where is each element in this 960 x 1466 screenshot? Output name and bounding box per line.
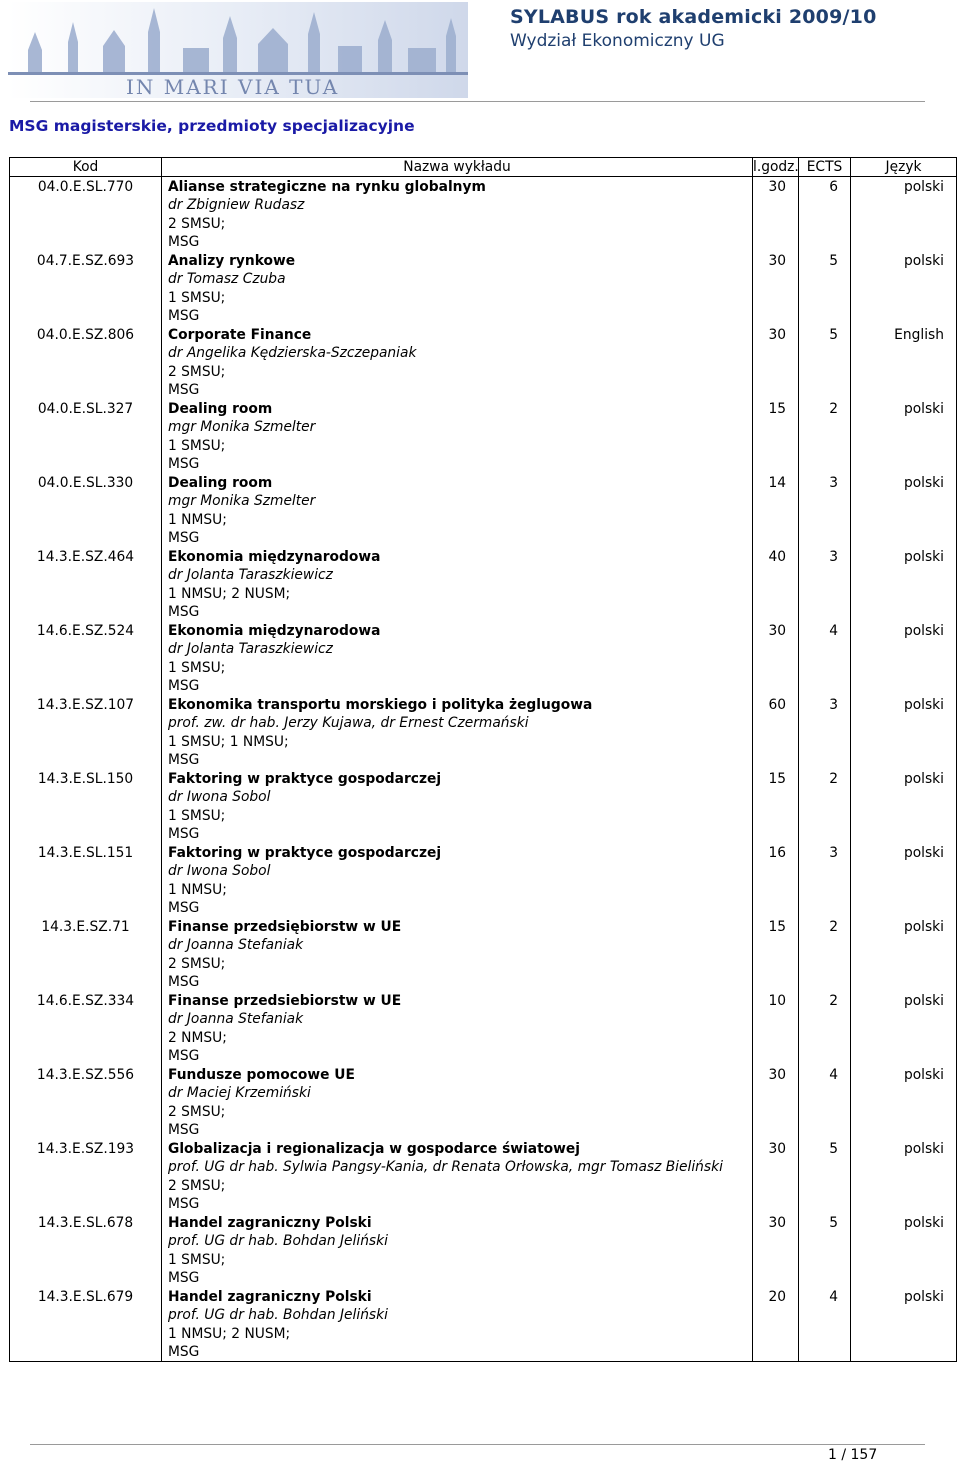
course-ects: 3 [799,547,851,621]
course-hours: 30 [753,621,799,695]
course-code: 04.0.E.SL.327 [10,399,162,473]
course-name: Handel zagraniczny Polski [168,1215,372,1231]
course-code: 04.7.E.SZ.693 [10,251,162,325]
course-lecturer: dr Iwona Sobol [168,789,271,806]
course-language: polski [851,843,957,917]
course-lecturer: dr Joanna Stefaniak [168,1011,304,1028]
course-lecturer: prof. UG dr hab. Bohdan Jeliński [168,1307,388,1324]
course-ects: 5 [799,325,851,399]
table-row [10,769,957,843]
course-semesters: 1 SMSU; [168,659,226,676]
course-lecturer: dr Zbigniew Rudasz [168,197,305,214]
course-lecturer: prof. UG dr hab. Bohdan Jeliński [168,1233,388,1250]
course-name: Ekonomia międzynarodowa [168,549,381,565]
course-hours: 15 [753,769,799,843]
course-cell [162,1065,753,1139]
course-program: MSG [168,825,200,842]
course-code: 14.3.E.SZ.464 [10,547,162,621]
course-language: polski [851,177,957,252]
course-name: Dealing room [168,475,273,491]
header-title: SYLABUS rok akademicki 2009/10 [510,6,877,28]
table-row [10,473,957,547]
course-language: polski [851,917,957,991]
course-name: Globalizacja i regionalizacja w gospodarce światowej [168,1141,580,1157]
course-lecturer: prof. zw. dr hab. Jerzy Kujawa, dr Ernest Czermański [168,715,529,732]
course-code: 14.3.E.SL.150 [10,769,162,843]
course-lecturer: dr Angelika Kędzierska-Szczepaniak [168,345,417,362]
course-ects: 3 [799,473,851,547]
course-semesters: 1 NMSU; [168,511,227,528]
course-cell [162,695,753,769]
course-language: polski [851,1065,957,1139]
table-row [10,1139,957,1213]
table-row [10,695,957,769]
course-semesters: 2 NMSU; [168,1029,227,1046]
course-language: polski [851,1139,957,1213]
course-name: Ekonomika transportu morskiego i polityka żeglugowa [168,697,593,713]
table-row [10,991,957,1065]
course-code: 04.0.E.SL.330 [10,473,162,547]
course-semesters: 1 NMSU; [168,881,227,898]
course-semesters: 2 SMSU; [168,1103,226,1120]
column-header-nazwa: Nazwa wykładu [162,158,753,177]
course-code: 04.0.E.SZ.806 [10,325,162,399]
course-ects: 5 [799,251,851,325]
course-cell [162,621,753,695]
column-header-godz: l.godz. [753,159,799,175]
course-program: MSG [168,1047,200,1064]
course-code: 14.3.E.SL.679 [10,1287,162,1362]
course-name: Faktoring w praktyce gospodarczej [168,771,442,787]
course-lecturer: dr Iwona Sobol [168,863,271,880]
course-language: polski [851,991,957,1065]
course-cell [162,917,753,991]
course-ects: 3 [799,843,851,917]
course-hours: 15 [753,917,799,991]
course-hours: 30 [753,1213,799,1287]
course-code: 14.6.E.SZ.334 [10,991,162,1065]
section-title: MSG magisterskie, przedmioty specjalizacyjne [9,117,415,135]
course-code: 14.3.E.SL.151 [10,843,162,917]
course-language: polski [851,695,957,769]
course-lecturer: mgr Monika Szmelter [168,493,316,510]
course-program: MSG [168,751,200,768]
course-program: MSG [168,899,200,916]
course-cell [162,769,753,843]
course-hours: 30 [753,325,799,399]
course-lecturer: mgr Monika Szmelter [168,419,316,436]
course-language: polski [851,769,957,843]
footer-divider [30,1444,925,1445]
course-hours: 30 [753,177,799,252]
university-skyline-logo [8,2,468,98]
course-semesters: 1 SMSU; [168,437,226,454]
course-lecturer: dr Maciej Krzemiński [168,1085,311,1102]
course-cell [162,177,753,252]
course-semesters: 2 SMSU; [168,955,226,972]
course-code: 14.3.E.SZ.107 [10,695,162,769]
course-program: MSG [168,1121,200,1138]
course-ects: 3 [799,695,851,769]
table-row [10,251,957,325]
course-code: 14.3.E.SZ.556 [10,1065,162,1139]
course-ects: 4 [799,1065,851,1139]
table-row [10,325,957,399]
course-semesters: 1 NMSU; 2 NUSM; [168,1325,291,1342]
course-cell [162,1287,753,1362]
course-program: MSG [168,307,200,324]
page-header [0,0,960,102]
course-hours: 16 [753,843,799,917]
course-semesters: 2 SMSU; [168,363,226,380]
course-program: MSG [168,973,200,990]
course-language: polski [851,251,957,325]
course-cell [162,399,753,473]
course-program: MSG [168,603,200,620]
course-name: Fundusze pomocowe UE [168,1067,355,1083]
course-hours: 30 [753,251,799,325]
course-hours: 30 [753,1139,799,1213]
course-ects: 2 [799,917,851,991]
course-name: Handel zagraniczny Polski [168,1289,372,1305]
course-program: MSG [168,1195,200,1212]
table-row [10,547,957,621]
course-program: MSG [168,381,200,398]
logo-motto: IN MARI VIA TUA [126,75,340,98]
table-row [10,177,957,252]
course-lecturer: dr Jolanta Taraszkiewicz [168,567,333,584]
course-hours: 40 [753,547,799,621]
course-language: polski [851,621,957,695]
table-row [10,1065,957,1139]
column-header-jezyk: Język [851,158,957,177]
course-hours: 60 [753,695,799,769]
course-name: Faktoring w praktyce gospodarczej [168,845,442,861]
course-semesters: 2 SMSU; [168,215,226,232]
course-hours: 30 [753,1065,799,1139]
course-cell [162,843,753,917]
course-name: Corporate Finance [168,327,312,343]
table-body [10,177,957,1362]
course-hours: 20 [753,1287,799,1362]
course-language: polski [851,399,957,473]
table-row [10,1213,957,1287]
course-ects: 4 [799,621,851,695]
course-cell [162,473,753,547]
course-code: 14.3.E.SZ.71 [10,917,162,991]
header-divider [30,101,925,102]
course-lecturer: dr Joanna Stefaniak [168,937,304,954]
course-language: polski [851,1287,957,1362]
course-language: English [851,325,957,399]
course-lecturer: prof. UG dr hab. Sylwia Pangsy-Kania, dr Renata Orłowska, mgr Tomasz Bieliński [168,1159,723,1176]
course-program: MSG [168,677,200,694]
course-cell [162,991,753,1065]
course-name: Finanse przedsiębiorstw w UE [168,919,402,935]
course-code: 14.3.E.SZ.193 [10,1139,162,1213]
courses-table [9,157,957,1362]
course-hours: 14 [753,473,799,547]
table-row [10,917,957,991]
course-ects: 5 [799,1139,851,1213]
course-language: polski [851,547,957,621]
column-header-ects: ECTS [799,158,851,177]
course-ects: 2 [799,769,851,843]
course-cell [162,251,753,325]
course-program: MSG [168,1343,200,1360]
table-header-row [10,158,957,177]
course-ects: 5 [799,1213,851,1287]
course-lecturer: dr Jolanta Taraszkiewicz [168,641,333,658]
table-row [10,843,957,917]
course-language: polski [851,473,957,547]
course-code: 14.6.E.SZ.524 [10,621,162,695]
header-subtitle: Wydział Ekonomiczny UG [510,31,725,51]
page-number: 1 / 157 [828,1447,878,1463]
course-program: MSG [168,455,200,472]
table-row [10,1287,957,1362]
course-name: Analizy rynkowe [168,253,296,269]
table-row [10,399,957,473]
table-row [10,621,957,695]
course-program: MSG [168,233,200,250]
course-semesters: 2 SMSU; [168,1177,226,1194]
course-cell [162,325,753,399]
course-semesters: 1 SMSU; [168,807,226,824]
course-semesters: 1 SMSU; [168,289,226,306]
course-name: Ekonomia międzynarodowa [168,623,381,639]
course-hours: 10 [753,991,799,1065]
course-semesters: 1 SMSU; [168,1251,226,1268]
course-ects: 2 [799,991,851,1065]
course-lecturer: dr Tomasz Czuba [168,271,286,288]
course-semesters: 1 SMSU; 1 NMSU; [168,733,289,750]
course-name: Alianse strategiczne na rynku globalnym [168,179,486,195]
course-code: 04.0.E.SL.770 [10,177,162,252]
course-ects: 6 [799,177,851,252]
course-program: MSG [168,529,200,546]
column-header-kod: Kod [10,158,162,177]
course-hours: 15 [753,399,799,473]
course-cell [162,1213,753,1287]
course-name: Dealing room [168,401,273,417]
course-ects: 2 [799,399,851,473]
course-cell [162,1139,753,1213]
course-language: polski [851,1213,957,1287]
course-program: MSG [168,1269,200,1286]
course-cell [162,547,753,621]
course-ects: 4 [799,1287,851,1362]
course-code: 14.3.E.SL.678 [10,1213,162,1287]
course-semesters: 1 NMSU; 2 NUSM; [168,585,291,602]
course-name: Finanse przedsiebiorstw w UE [168,993,402,1009]
